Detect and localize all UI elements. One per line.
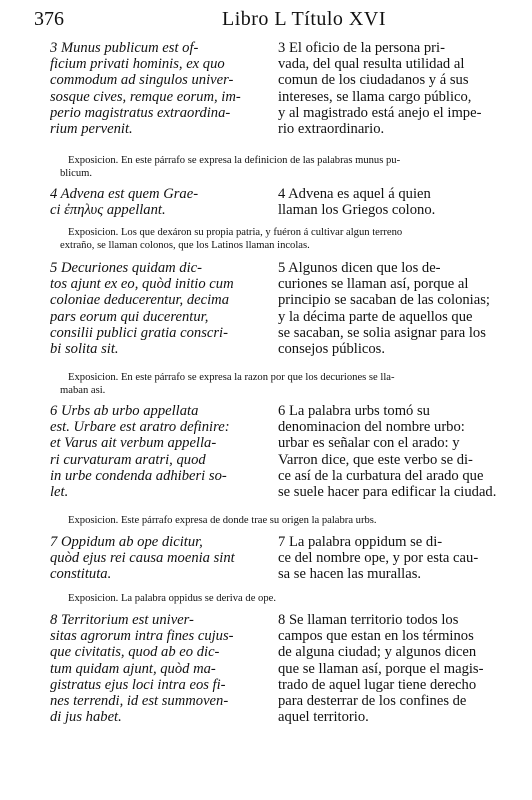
spanish-column — [278, 534, 500, 583]
spanish-column — [278, 260, 500, 357]
latin-line: consilii publici gratia conscri- — [50, 324, 228, 341]
spanish-line: 4 Advena es aquel á quien — [278, 186, 431, 202]
latin-line: commodum ad singulos univer- — [50, 72, 234, 89]
latin-line: 4 Advena est quem Grae- — [50, 186, 199, 202]
spanish-line: que se llaman así, porque el magis- — [278, 660, 484, 677]
exposicion-line: maban asi. — [60, 385, 106, 396]
spanish-line: denominacion del nombre urbo: — [278, 419, 465, 436]
spanish-line: aquel territorio. — [278, 709, 369, 726]
latin-column — [50, 612, 268, 725]
spanish-line: y al magistrado está anejo el impe- — [278, 104, 482, 121]
spanish-line: comun de los ciudadanos y á sus — [278, 72, 469, 89]
paragraph-7 — [50, 534, 500, 583]
spanish-line: consejos públicos. — [278, 341, 386, 358]
spanish-line: 5 Algunos dicen que los de- — [278, 260, 441, 276]
spanish-column — [278, 612, 500, 725]
latin-line: nes terrendi, id est summoven- — [50, 693, 229, 710]
latin-line: 6 Urbs ab urbo appellata — [50, 403, 199, 419]
latin-line: in urbe condenda adhiberi so- — [50, 467, 227, 484]
spanish-line: principio se sacaban de las colonias; — [278, 292, 490, 309]
spanish-line: llaman los Griegos colono. — [278, 202, 436, 219]
latin-line: ri curvaturam aratri, quod — [50, 451, 206, 468]
latin-line: 5 Decuriones quidam dic- — [50, 260, 202, 276]
spanish-line: urbar es señalar con el arado: y — [278, 435, 460, 452]
spanish-column — [278, 403, 500, 500]
spanish-line: se sacaban, se solia asignar para los — [278, 324, 486, 341]
spanish-line: curiones se llaman así, porque al — [278, 276, 469, 293]
spanish-column — [278, 186, 500, 218]
latin-line: tum quidam ajunt, quòd ma- — [50, 660, 216, 677]
latin-line: ficium privati hominis, ex quo — [50, 56, 225, 73]
page-number: 376 — [34, 8, 64, 30]
spanish-line: 7 La palabra oppidum se di- — [278, 534, 443, 550]
latin-line: tos ajunt ex eo, quòd initio cum — [50, 276, 234, 293]
latin-line: coloniae deducerentur, decima — [50, 292, 229, 309]
paragraph-6 — [50, 403, 500, 500]
latin-column — [50, 40, 268, 137]
latin-line: sosque cives, remque eorum, im- — [50, 88, 241, 105]
exposicion-line: Exposicion. Los que dexáron su propia patria, y fuéron á cultivar algun terreno — [68, 227, 403, 238]
exposicion-line: Exposicion. Este párrafo expresa de donde trae su origen la palabra urbs. — [68, 515, 377, 526]
latin-line: gistratus ejus loci intra eos fi- — [50, 676, 226, 693]
latin-line: constituta. — [50, 566, 112, 583]
exposicion-5 — [60, 371, 500, 397]
latin-line: perio magistratus extraordina- — [50, 104, 231, 121]
latin-line: est. Urbare est aratro definire: — [50, 419, 230, 436]
latin-line: pars eorum qui ducerentur, — [50, 308, 209, 325]
spanish-line: ce así de la curbatura del arado que — [278, 467, 484, 484]
spanish-line: Varron dice, que este verbo se di- — [278, 451, 473, 468]
latin-line: 3 Munus publicum est of- — [50, 40, 199, 56]
latin-column — [50, 534, 268, 583]
spanish-line: intereses, se llama cargo público, — [278, 88, 472, 105]
exposicion-line: Exposicion. En este párrafo se expresa la definicion de las palabras munus pu- — [68, 155, 401, 166]
spanish-line: y la décima parte de aquellos que — [278, 308, 473, 325]
spanish-line: campos que estan en los términos — [278, 628, 474, 645]
exposicion-7 — [68, 592, 500, 605]
latin-line: que civitatis, quod ab eo dic- — [50, 644, 220, 661]
spanish-line: 6 La palabra urbs tomó su — [278, 403, 430, 419]
exposicion-line: Exposicion. En este párrafo se expresa la razon por que los decuriones se lla- — [68, 372, 395, 383]
latin-line: di jus habet. — [50, 709, 122, 726]
latin-line: quòd ejus rei causa moenia sint — [50, 550, 235, 567]
spanish-line: rio extraordinario. — [278, 121, 385, 138]
spanish-line: trado de aquel lugar tiene derecho — [278, 676, 477, 693]
exposicion-3 — [60, 154, 500, 180]
exposicion-4 — [60, 226, 500, 252]
exposicion-line: blicum. — [60, 168, 93, 179]
latin-line: 8 Territorium est univer- — [50, 612, 194, 628]
spanish-line: para desterrar de los confines de — [278, 693, 467, 710]
spanish-line: sa se hacen las murallas. — [278, 566, 422, 583]
running-title: Libro L Título XVI — [222, 8, 386, 30]
spanish-line: 3 El oficio de la persona pri- — [278, 40, 445, 56]
exposicion-6 — [68, 514, 500, 527]
paragraph-4 — [50, 186, 500, 218]
latin-line: 7 Oppidum ab ope dicitur, — [50, 534, 203, 550]
spanish-line: 8 Se llaman territorio todos los — [278, 612, 459, 628]
paragraph-5 — [50, 260, 500, 357]
exposicion-line: Exposicion. La palabra oppidus se deriva de ope. — [68, 593, 276, 604]
latin-line: sitas agrorum intra fines cujus- — [50, 628, 234, 645]
spanish-line: ce del nombre ope, y por esta cau- — [278, 550, 479, 567]
latin-line: rium pervenit. — [50, 121, 133, 138]
page-header — [24, 8, 508, 36]
spanish-line: de alguna ciudad; y algunos dicen — [278, 644, 477, 661]
spanish-column — [278, 40, 500, 137]
paragraph-3 — [50, 40, 500, 137]
exposicion-line: extraño, se llaman colonos, que los Latinos llaman incolas. — [60, 240, 310, 251]
latin-column — [50, 403, 268, 500]
latin-line: let. — [50, 484, 69, 501]
latin-column — [50, 186, 268, 218]
paragraph-8 — [50, 612, 500, 725]
latin-line: ci ἐπηλυς appellant. — [50, 202, 166, 219]
spanish-line: se suele hacer para edificar la ciudad. — [278, 484, 497, 501]
latin-line: et Varus ait verbum appella- — [50, 435, 217, 452]
latin-line: bi solita sit. — [50, 341, 119, 358]
latin-column — [50, 260, 268, 357]
spanish-line: vada, del qual resulta utilidad al — [278, 56, 465, 73]
